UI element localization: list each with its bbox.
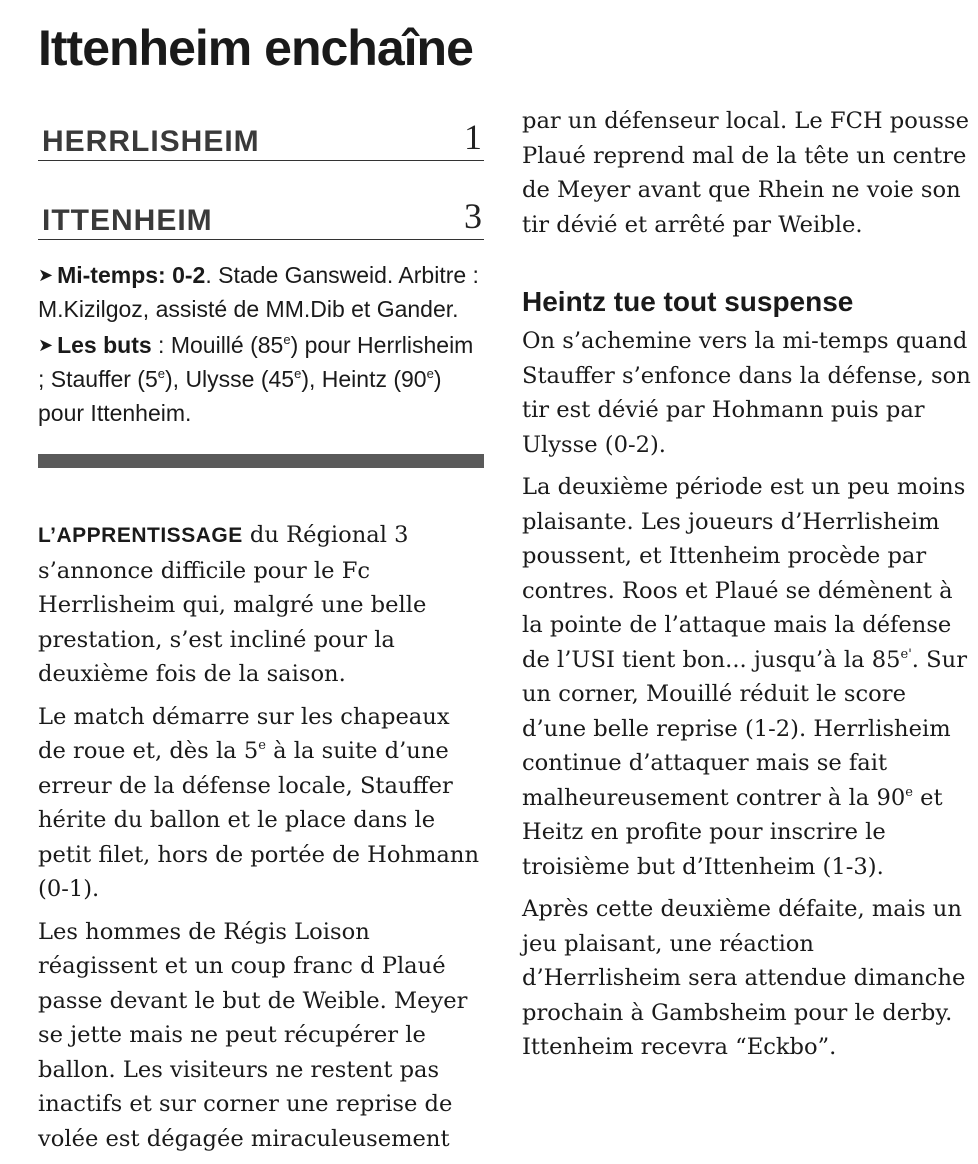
right-column <box>522 104 972 1073</box>
halftime-label: Mi-temps <box>57 262 159 288</box>
home-team-name: HERRLISHEIM <box>42 125 260 158</box>
away-team-name: ITTENHEIM <box>42 204 213 237</box>
paragraph: On s’achemine vers la mi-temps quand Stauffer s’enfonce dans la défense, son tir est dévié par Hohmann puis par Ulysse (0-2). <box>522 328 971 458</box>
lead-word: L’APPRENTISSAGE <box>38 524 243 547</box>
paragraph: L’APPRENTISSAGE du Régional 3 s’annonce difficile pour le Fc Herrlisheim qui, malgré une belle prestation, s’est incliné pour la deuxième fois de la saison. <box>38 522 427 687</box>
halftime-info: ➤ Mi-temps: 0-2. Stade Gansweid. Arbitre : M.Kizilgoz, assisté de MM.Dib et Gander. <box>38 262 479 322</box>
divider-bar <box>38 454 484 468</box>
headline: Ittenheim enchaîne <box>38 20 473 76</box>
article-body-left <box>38 518 484 1156</box>
match-info <box>38 258 484 430</box>
away-team-score: 3 <box>464 196 482 236</box>
scoreboard-row-away <box>38 191 484 240</box>
left-column <box>38 112 484 1164</box>
goals-info: ➤ Les buts : Mouillé (85e) pour Herrlisheim ; Stauffer (5e), Ulysse (45e), Heintz (90e) pour Ittenheim. <box>38 332 474 426</box>
halftime-details: . Stade Gansweid. Arbitre : M.Kizilgoz, assisté de MM.Dib et Gander. <box>38 262 479 322</box>
paragraph: Après cette deuxième défaite, mais un jeu plaisant, une réaction d’Herrlisheim sera attendue dimanche prochain à Gambsheim pour le derby. Ittenheim recevra “Eckbo”. <box>522 896 966 1060</box>
paragraph: Les hommes de Régis Loison réagissent et un coup franc d Plaué passe devant le but de Weible. Meyer se jette mais ne peut récupérer le ballon. Les visiteurs ne restent pas inactifs et sur corner une reprise de volée est dégagée miraculeusement <box>38 918 468 1152</box>
subheading: Heintz tue tout suspense <box>522 286 854 317</box>
paragraph: par un défenseur local. Le FCH pousse Plaué reprend mal de la tête un centre de Meyer avant que Rhein ne voie son tir dévié et arrêté par Weible. <box>522 108 969 238</box>
arrow-icon: ➤ <box>38 265 54 285</box>
paragraph: Le match démarre sur les chapeaux de roue et, dès la 5e à la suite d’une erreur de la défense locale, Stauffer hérite du ballon et le place dans le petit filet, hors de portée de Hohmann (0-1). <box>38 703 479 902</box>
scoreboard-row-home <box>38 112 484 161</box>
goals-label: Les buts <box>57 332 152 358</box>
halftime-score: 0-2 <box>172 262 206 288</box>
paragraph: La deuxième période est un peu moins plaisante. Les joueurs d’Herrlisheim poussent, et Ittenheim procède par contres. Roos et Plaué se démènent à la pointe de l’attaque mais la défense de l’USI tient bon... jusqu’à la $85^{e'}$. Sur un corner, Mouillé réduit le score d’une belle reprise (1-2). Herrlisheim continue d’attaquer mais se fait malheureusement contrer à la 90e et Heitz en profite pour inscrire le troisième but d’Ittenheim (1-3). <box>522 474 967 880</box>
home-team-score: 1 <box>464 117 482 157</box>
arrow-icon: ➤ <box>38 335 54 355</box>
